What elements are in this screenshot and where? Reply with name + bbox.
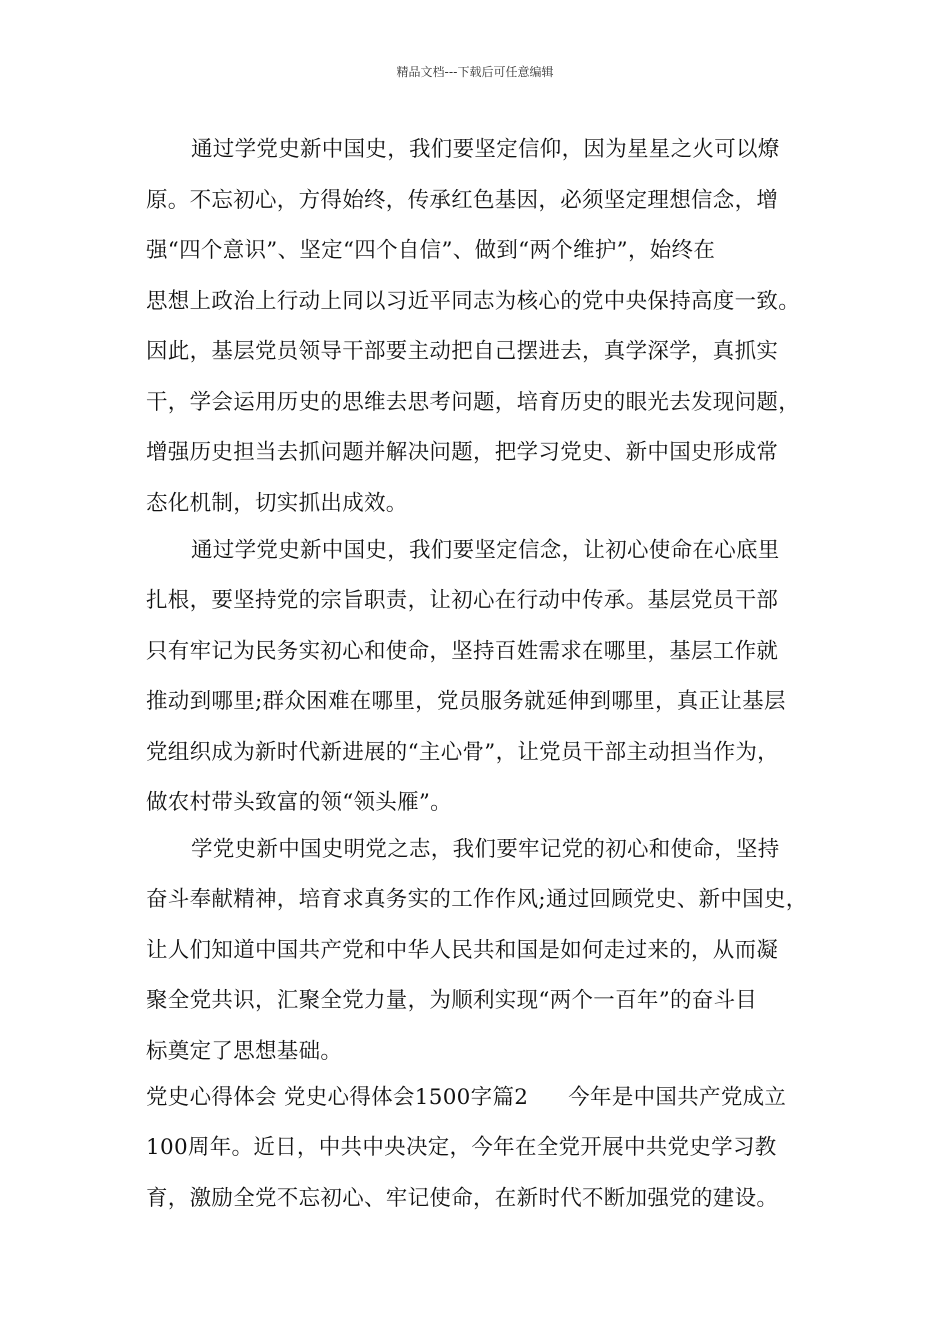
paragraph-line: 思想上政治上行动上同以习近平同志为核心的党中央保持高度一致。 bbox=[146, 289, 801, 314]
paragraph-line: 只有牢记为民务实初心和使命，坚持百姓需求在哪里，基层工作就 bbox=[146, 639, 779, 664]
paragraph-line: 扎根，要坚持党的宗旨职责，让初心在行动中传承。基层党员干部 bbox=[146, 588, 779, 613]
paragraph-line: 强“四个意识”、坚定“四个自信”、做到“两个维护”，始终在 bbox=[146, 238, 716, 263]
paragraph-line: 奋斗奉献精神，培育求真务实的工作作风;通过回顾党史、新中国史， bbox=[146, 887, 808, 912]
section-title: 党史心得体会 党史心得体会1500字篇2 bbox=[146, 1085, 529, 1110]
paragraph-line: 增强历史担当去抓问题并解决问题，把学习党史、新中国史形成常 bbox=[146, 440, 779, 465]
paragraph-line: 干，学会运用历史的思维去思考问题，培育历史的眼光去发现问题， bbox=[146, 390, 801, 415]
page-header: 精品文档---下载后可任意编辑 bbox=[396, 65, 554, 79]
section-title-line bbox=[146, 1083, 786, 1113]
paragraph-line: 通过学党史新中国史，我们要坚定信仰，因为星星之火可以燎 bbox=[191, 137, 780, 162]
paragraph-line: 推动到哪里;群众困难在哪里，党员服务就延伸到哪里，真正让基层 bbox=[146, 689, 786, 714]
paragraph-line: 因此，基层党员领导干部要主动把自己摆进去，真学深学，真抓实 bbox=[146, 339, 779, 364]
paragraph-line: 原。不忘初心，方得始终，传承红色基因，必须坚定理想信念，增 bbox=[146, 188, 779, 213]
paragraph-line: 态化机制，切实抓出成效。 bbox=[146, 491, 408, 516]
paragraph-text: 今年是中国共产党成立 bbox=[568, 1085, 787, 1110]
paragraph-line: 通过学党史新中国史，我们要坚定信念，让初心使命在心底里 bbox=[191, 538, 780, 563]
paragraph-line: 聚全党共识，汇聚全党力量，为顺利实现“两个一百年”的奋斗目 bbox=[146, 988, 758, 1013]
paragraph-line: 党组织成为新时代新进展的“主心骨”，让党员干部主动担当作为， bbox=[146, 740, 779, 765]
paragraph-line: 100周年。近日，中共中央决定，今年在全党开展中共党史学习教 bbox=[146, 1135, 777, 1160]
paragraph-line: 标奠定了思想基础。 bbox=[146, 1039, 343, 1064]
paragraph-line: 育，激励全党不忘初心、牢记使命，在新时代不断加强党的建设。 bbox=[146, 1186, 779, 1211]
paragraph-line: 让人们知道中国共产党和中华人民共和国是如何走过来的，从而凝 bbox=[146, 938, 779, 963]
paragraph-line: 学党史新中国史明党之志，我们要牢记党的初心和使命，坚持 bbox=[191, 837, 780, 862]
paragraph-line: 做农村带头致富的领“领头雁”。 bbox=[146, 790, 452, 815]
